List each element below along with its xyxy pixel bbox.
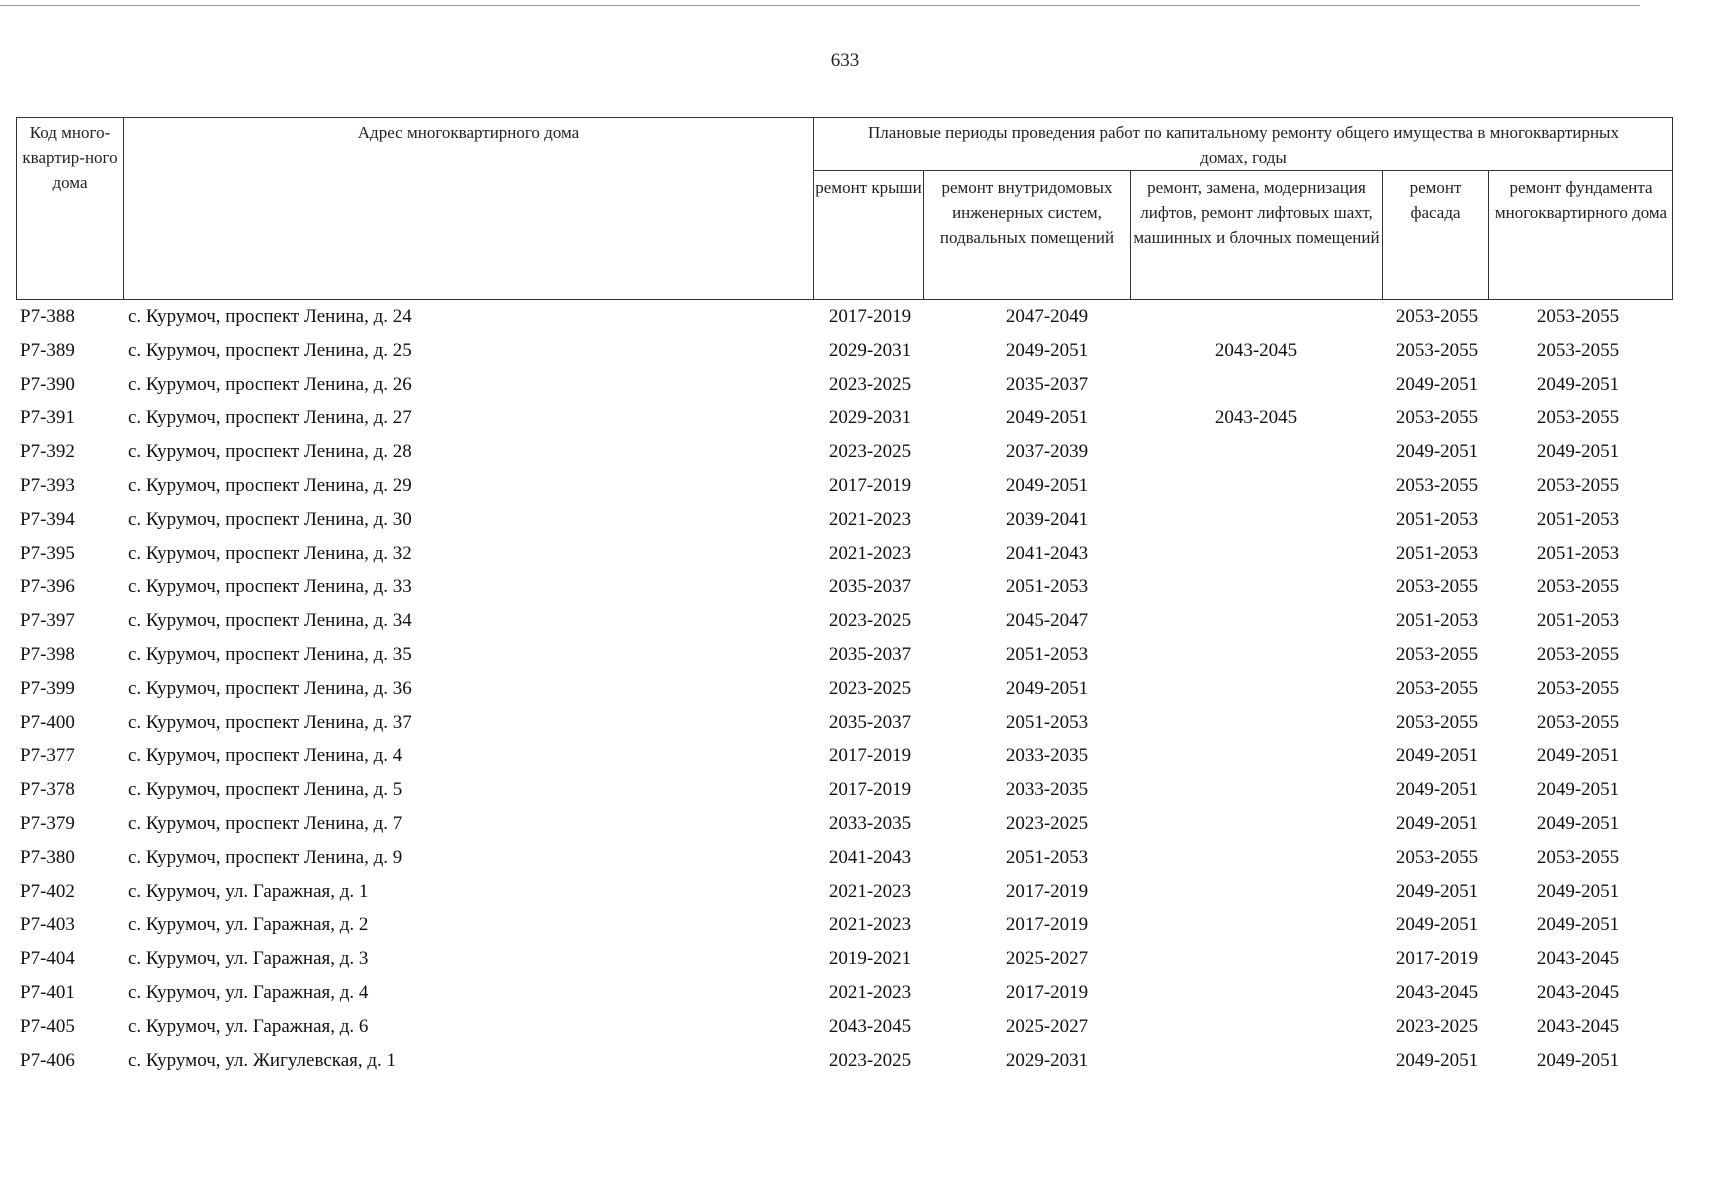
cell-roof: 2041-2043	[828, 846, 912, 868]
cell-foundation: 2053-2055	[1536, 407, 1620, 429]
header-address: Адрес многоквартирного дома	[123, 117, 813, 300]
table-row	[20, 368, 1680, 402]
cell-engineering: 2017-2019	[1005, 981, 1089, 1003]
cell-foundation: 2053-2055	[1536, 846, 1620, 868]
table-row	[20, 537, 1680, 571]
cell-code: Р7-402	[20, 880, 75, 902]
cell-code: Р7-380	[20, 846, 75, 868]
cell-engineering: 2049-2051	[1005, 474, 1089, 496]
cell-facade: 2017-2019	[1395, 948, 1479, 970]
cell-roof: 2017-2019	[828, 779, 912, 801]
table-row	[20, 469, 1680, 503]
cell-foundation: 2049-2051	[1536, 745, 1620, 767]
table-row	[20, 942, 1680, 976]
table-row	[20, 1010, 1680, 1044]
table-header	[16, 117, 1673, 300]
cell-address: с. Курумоч, ул. Гаражная, д. 3	[128, 948, 369, 970]
cell-code: Р7-400	[20, 711, 75, 733]
cell-facade: 2053-2055	[1395, 576, 1479, 598]
cell-code: Р7-377	[20, 745, 75, 767]
table-row	[20, 672, 1680, 706]
cell-roof: 2021-2023	[828, 914, 912, 936]
cell-code: Р7-392	[20, 441, 75, 463]
cell-engineering: 2047-2049	[1005, 306, 1089, 327]
cell-facade: 2051-2053	[1395, 542, 1479, 564]
cell-engineering: 2029-2031	[1005, 1049, 1089, 1071]
cell-engineering: 2049-2051	[1005, 407, 1089, 429]
cell-roof: 2035-2037	[828, 711, 912, 733]
cell-code: Р7-403	[20, 914, 75, 936]
table-row	[20, 807, 1680, 841]
cell-engineering: 2039-2041	[1005, 508, 1089, 530]
cell-roof: 2043-2045	[828, 1015, 912, 1037]
header-periods-group: Плановые периоды проведения работ по капитальному ремонту общего имущества в многоквартирных домах, годы	[813, 117, 1673, 170]
cell-facade: 2043-2045	[1395, 981, 1479, 1003]
cell-code: Р7-393	[20, 474, 75, 496]
cell-roof: 2021-2023	[828, 880, 912, 902]
header-roof: ремонт крыши	[813, 170, 923, 300]
cell-facade: 2049-2051	[1395, 745, 1479, 767]
table-row	[20, 604, 1680, 638]
cell-address: с. Курумоч, проспект Ленина, д. 26	[128, 373, 412, 395]
cell-foundation: 2053-2055	[1536, 576, 1620, 598]
cell-foundation: 2049-2051	[1536, 1049, 1620, 1071]
cell-code: Р7-388	[20, 306, 75, 327]
header-lifts: ремонт, замена, модернизация лифтов, ремонт лифтовых шахт, машинных и блочных помещений	[1130, 170, 1382, 300]
header-facade: ремонт фасада	[1382, 170, 1488, 300]
table-row	[20, 908, 1680, 942]
cell-address: с. Курумоч, проспект Ленина, д. 34	[128, 610, 412, 632]
table-row	[20, 875, 1680, 909]
cell-foundation: 2049-2051	[1536, 880, 1620, 902]
cell-facade: 2051-2053	[1395, 610, 1479, 632]
cell-facade: 2053-2055	[1395, 474, 1479, 496]
table-row	[20, 706, 1680, 740]
cell-address: с. Курумоч, проспект Ленина, д. 36	[128, 677, 412, 699]
header-foundation: ремонт фундамента многоквартирного дома	[1488, 170, 1673, 300]
cell-address: с. Курумоч, проспект Ленина, д. 32	[128, 542, 412, 564]
table-row	[20, 841, 1680, 875]
cell-foundation: 2051-2053	[1536, 542, 1620, 564]
cell-code: Р7-395	[20, 542, 75, 564]
cell-facade: 2049-2051	[1395, 1049, 1479, 1071]
cell-facade: 2023-2025	[1395, 1015, 1479, 1037]
cell-roof: 2021-2023	[828, 981, 912, 1003]
cell-address: с. Курумоч, проспект Ленина, д. 35	[128, 643, 412, 665]
cell-foundation: 2043-2045	[1536, 981, 1620, 1003]
cell-roof: 2029-2031	[828, 407, 912, 429]
header-code: Код много-квартир-ного дома	[16, 117, 123, 300]
cell-facade: 2053-2055	[1395, 711, 1479, 733]
cell-facade: 2053-2055	[1395, 407, 1479, 429]
table-row	[20, 401, 1680, 435]
cell-code: Р7-401	[20, 981, 75, 1003]
cell-engineering: 2051-2053	[1005, 576, 1089, 598]
table-row	[20, 300, 1680, 334]
cell-roof: 2023-2025	[828, 677, 912, 699]
cell-address: с. Курумоч, проспект Ленина, д. 27	[128, 407, 412, 429]
cell-address: с. Курумоч, ул. Гаражная, д. 6	[128, 1015, 369, 1037]
cell-foundation: 2049-2051	[1536, 914, 1620, 936]
cell-roof: 2017-2019	[828, 474, 912, 496]
cell-facade: 2049-2051	[1395, 914, 1479, 936]
cell-code: Р7-397	[20, 610, 75, 632]
cell-foundation: 2049-2051	[1536, 373, 1620, 395]
cell-address: с. Курумоч, проспект Ленина, д. 7	[128, 812, 403, 834]
cell-code: Р7-405	[20, 1015, 75, 1037]
table-row	[20, 570, 1680, 604]
header-engineering: ремонт внутридомовых инженерных систем, подвальных помещений	[923, 170, 1130, 300]
cell-foundation: 2053-2055	[1536, 339, 1620, 361]
top-scan-rule	[0, 5, 1640, 6]
cell-engineering: 2037-2039	[1005, 441, 1089, 463]
cell-code: Р7-389	[20, 339, 75, 361]
table-row	[20, 638, 1680, 672]
cell-address: с. Курумоч, ул. Гаражная, д. 4	[128, 981, 369, 1003]
table-row	[20, 976, 1680, 1010]
cell-facade: 2051-2053	[1395, 508, 1479, 530]
cell-foundation: 2053-2055	[1536, 643, 1620, 665]
cell-roof: 2021-2023	[828, 542, 912, 564]
cell-address: с. Курумоч, ул. Гаражная, д. 1	[128, 880, 369, 902]
cell-facade: 2053-2055	[1395, 643, 1479, 665]
cell-engineering: 2041-2043	[1005, 542, 1089, 564]
table-row	[20, 334, 1680, 368]
cell-engineering: 2033-2035	[1005, 745, 1089, 767]
cell-roof: 2033-2035	[828, 812, 912, 834]
cell-facade: 2053-2055	[1395, 306, 1479, 327]
table-row	[20, 435, 1680, 469]
cell-foundation: 2053-2055	[1536, 711, 1620, 733]
cell-engineering: 2051-2053	[1005, 846, 1089, 868]
cell-address: с. Курумоч, проспект Ленина, д. 4	[128, 745, 403, 767]
cell-roof: 2017-2019	[828, 306, 912, 327]
cell-code: Р7-390	[20, 373, 75, 395]
cell-roof: 2035-2037	[828, 643, 912, 665]
cell-engineering: 2051-2053	[1005, 643, 1089, 665]
cell-facade: 2049-2051	[1395, 373, 1479, 395]
cell-lifts: 2043-2045	[1214, 407, 1298, 429]
cell-engineering: 2051-2053	[1005, 711, 1089, 733]
cell-engineering: 2025-2027	[1005, 1015, 1089, 1037]
cell-address: с. Курумоч, проспект Ленина, д. 30	[128, 508, 412, 530]
cell-roof: 2023-2025	[828, 1049, 912, 1071]
cell-foundation: 2053-2055	[1536, 474, 1620, 496]
cell-engineering: 2045-2047	[1005, 610, 1089, 632]
cell-foundation: 2049-2051	[1536, 812, 1620, 834]
cell-roof: 2023-2025	[828, 373, 912, 395]
cell-address: с. Курумоч, проспект Ленина, д. 28	[128, 441, 412, 463]
cell-engineering: 2017-2019	[1005, 914, 1089, 936]
table-body	[20, 300, 1680, 1077]
cell-code: Р7-404	[20, 948, 75, 970]
cell-code: Р7-399	[20, 677, 75, 699]
cell-address: с. Курумоч, ул. Гаражная, д. 2	[128, 914, 369, 936]
cell-code: Р7-396	[20, 576, 75, 598]
page-number: 633	[830, 50, 860, 71]
cell-engineering: 2025-2027	[1005, 948, 1089, 970]
cell-foundation: 2051-2053	[1536, 610, 1620, 632]
cell-engineering: 2017-2019	[1005, 880, 1089, 902]
cell-address: с. Курумоч, проспект Ленина, д. 9	[128, 846, 403, 868]
table-row	[20, 773, 1680, 807]
cell-engineering: 2049-2051	[1005, 339, 1089, 361]
cell-foundation: 2049-2051	[1536, 779, 1620, 801]
cell-facade: 2049-2051	[1395, 812, 1479, 834]
cell-address: с. Курумоч, проспект Ленина, д. 25	[128, 339, 412, 361]
cell-engineering: 2049-2051	[1005, 677, 1089, 699]
cell-code: Р7-406	[20, 1049, 75, 1071]
cell-code: Р7-394	[20, 508, 75, 530]
cell-address: с. Курумоч, проспект Ленина, д. 33	[128, 576, 412, 598]
cell-code: Р7-391	[20, 407, 75, 429]
cell-roof: 2019-2021	[828, 948, 912, 970]
table-row	[20, 1044, 1680, 1078]
cell-engineering: 2023-2025	[1005, 812, 1089, 834]
cell-facade: 2053-2055	[1395, 846, 1479, 868]
cell-engineering: 2033-2035	[1005, 779, 1089, 801]
cell-address: с. Курумоч, ул. Жигулевская, д. 1	[128, 1049, 397, 1071]
cell-facade: 2049-2051	[1395, 880, 1479, 902]
cell-foundation: 2053-2055	[1536, 677, 1620, 699]
cell-foundation: 2053-2055	[1536, 306, 1620, 327]
cell-facade: 2049-2051	[1395, 779, 1479, 801]
cell-roof: 2035-2037	[828, 576, 912, 598]
cell-facade: 2049-2051	[1395, 441, 1479, 463]
cell-foundation: 2051-2053	[1536, 508, 1620, 530]
cell-roof: 2023-2025	[828, 441, 912, 463]
cell-roof: 2021-2023	[828, 508, 912, 530]
cell-foundation: 2043-2045	[1536, 1015, 1620, 1037]
cell-foundation: 2049-2051	[1536, 441, 1620, 463]
table-row	[20, 739, 1680, 773]
cell-roof: 2023-2025	[828, 610, 912, 632]
cell-engineering: 2035-2037	[1005, 373, 1089, 395]
cell-code: Р7-378	[20, 779, 75, 801]
cell-address: с. Курумоч, проспект Ленина, д. 29	[128, 474, 412, 496]
cell-foundation: 2043-2045	[1536, 948, 1620, 970]
cell-code: Р7-379	[20, 812, 75, 834]
cell-lifts: 2043-2045	[1214, 339, 1298, 361]
cell-address: с. Курумоч, проспект Ленина, д. 5	[128, 779, 403, 801]
cell-address: с. Курумоч, проспект Ленина, д. 37	[128, 711, 412, 733]
cell-facade: 2053-2055	[1395, 339, 1479, 361]
cell-address: с. Курумоч, проспект Ленина, д. 24	[128, 306, 412, 327]
table-row	[20, 503, 1680, 537]
cell-facade: 2053-2055	[1395, 677, 1479, 699]
cell-roof: 2029-2031	[828, 339, 912, 361]
cell-code: Р7-398	[20, 643, 75, 665]
cell-roof: 2017-2019	[828, 745, 912, 767]
